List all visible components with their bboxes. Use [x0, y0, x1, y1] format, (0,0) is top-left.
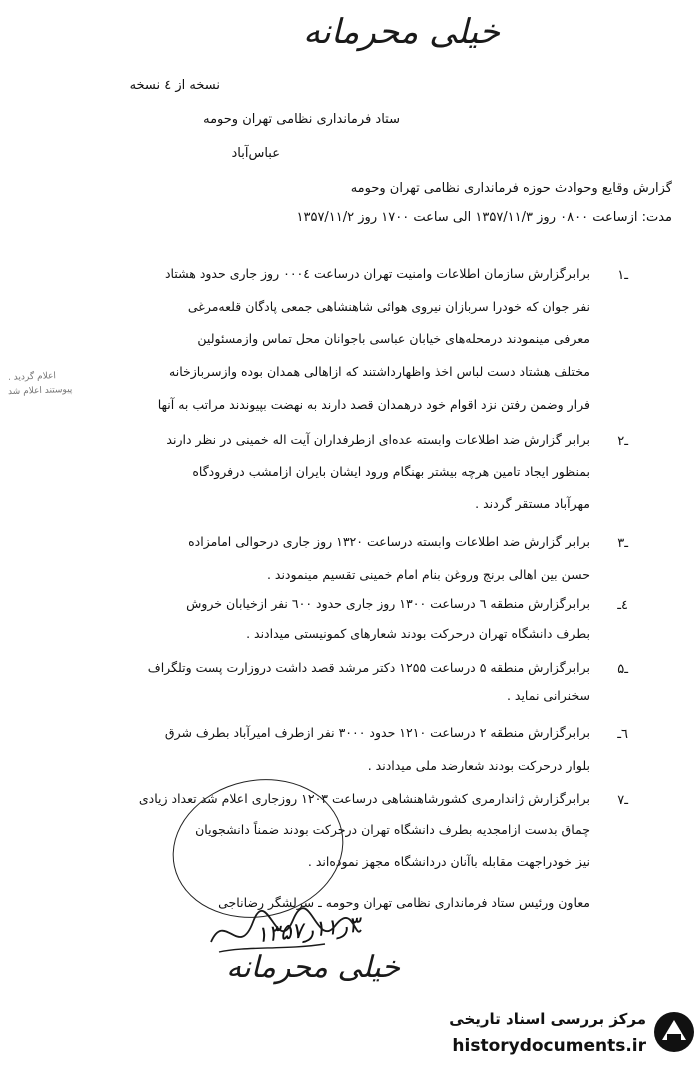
handwritten-date: ۳ر۱۱ر۱۳۵۷: [254, 912, 362, 949]
item-number: ۱ـ: [617, 268, 628, 283]
item-line: نفر جوان که خودرا سربازان نیروی هوائی شاهنشاهی جمعی پادگان قلعه‌مرغی: [187, 299, 590, 314]
item-line: برابرگزارش سازمان اطلاعات وامنیت تهران درساعت ۰۰۰٤ روز جاری حدود هشتاد: [164, 266, 590, 281]
item-number: ۷ـ: [617, 793, 628, 808]
item-line: فرار وضمن رفتن نزد اقوام خود درهمدان قصد دارند به نهضت بپیوندند مراتب به آنها: [157, 397, 590, 412]
archive-logo-icon: [652, 1010, 696, 1054]
watermark-url: historydocuments.ir: [452, 1036, 646, 1056]
copy-line: نسخه از ٤ نسخه: [129, 78, 220, 93]
recipient-line: ستاد فرمانداری نظامی تهران وحومه: [203, 112, 400, 127]
item-line: بطرف دانشگاه تهران درحرکت بودند شعارهای کمونیستی میدادند .: [246, 626, 590, 641]
item-line: مهرآباد مستقر گردند .: [475, 496, 590, 511]
item-line: برابرگزارش منطقه ٦ درساعت ۱۳۰۰ روز جاری حدود ٦۰۰ نفر ازخیابان خروش: [186, 596, 590, 611]
classification-bottom: خیلی محرمانه: [226, 950, 400, 985]
item-line: بمنظور ایجاد تامین هرچه بیشتر بهنگام ورود ایشان بایران ازامشب درفرودگاه: [192, 464, 590, 479]
item-line: بلوار درحرکت بودند شعارضد ملی میدادند .: [367, 758, 590, 773]
classification-top: خیلی محرمانه: [303, 12, 500, 52]
item-line: برابر گزارش ضد اطلاعات وابسته درساعت ۱۳۲۰ روز جاری درحوالی امامزاده: [188, 534, 590, 549]
item-number: ۲ـ: [617, 434, 628, 449]
item-line: حسن بین اهالی برنج وروغن بنام امام خمینی تقسیم مینمودند .: [266, 567, 590, 582]
attention-line: عباس‌آباد: [231, 146, 280, 161]
item-line: برابرگزارش ژاندارمری کشورشاهنشاهی درساعت ۱۲۰۳ روزجاری اعلام شد تعداد زیادی: [138, 791, 590, 806]
signature-scribble: [205, 900, 365, 970]
margin-note-line: اعلام گردید .: [7, 371, 57, 383]
item-line: مختلف هشتاد دست لباس اخذ واظهارداشتند که ازاهالی همدان بوده وازسربازخانه: [169, 364, 590, 379]
period-line: مدت: ازساعت ۰۸۰۰ روز ۱۳۵۷/۱۱/۳ الی ساعت ۱۷۰۰ روز ۱۳۵۷/۱۱/۲: [296, 210, 672, 225]
item-line: نیز خودراجهت مقابله باآنان دردانشگاه مجهز نموده‌اند .: [307, 854, 590, 869]
signature-line: معاون ورئیس ستاد فرمانداری نظامی تهران وحومه ـ سرلشگر رضاناجی: [218, 895, 590, 910]
item-number: ۵ـ: [617, 662, 628, 677]
item-number: ۳ـ: [617, 536, 628, 551]
watermark-logo: [418, 1002, 698, 1072]
item-line: برابر گزارش ضد اطلاعات وابسته عده‌ای ازطرفداران آیت اله خمینی در نظر دارند: [166, 432, 590, 447]
item-line: برابرگزارش منطقه ۵ درساعت ۱۲۵۵ دکتر مرشد قصد داشت دروزارت پست وتلگراف: [147, 660, 590, 675]
subject-line: گزارش وقایع وحوادث حوزه فرمانداری نظامی تهران وحومه: [350, 181, 672, 196]
watermark-org-name: مرکز بررسی اسناد تاریخی: [449, 1010, 646, 1028]
item-line: سخنرانی نماید .: [506, 688, 590, 703]
item-number: ٤ـ: [617, 598, 628, 613]
item-line: معرفی مینمودند درمحله‌های خیابان عباسی باجوانان محل تماس وازمسئولین: [197, 331, 590, 346]
item-line: برابرگزارش منطقه ۲ درساعت ۱۲۱۰ حدود ۳۰۰۰ نفر ازطرف امیرآباد بطرف شرق: [164, 725, 590, 740]
item-number: ٦ـ: [617, 727, 628, 742]
margin-note-line: پیوستند اعلام شد: [7, 384, 73, 398]
item-line: چماق بدست ازامجدیه بطرف دانشگاه تهران درحرکت بودند ضمناً دانشجویان: [195, 822, 590, 837]
